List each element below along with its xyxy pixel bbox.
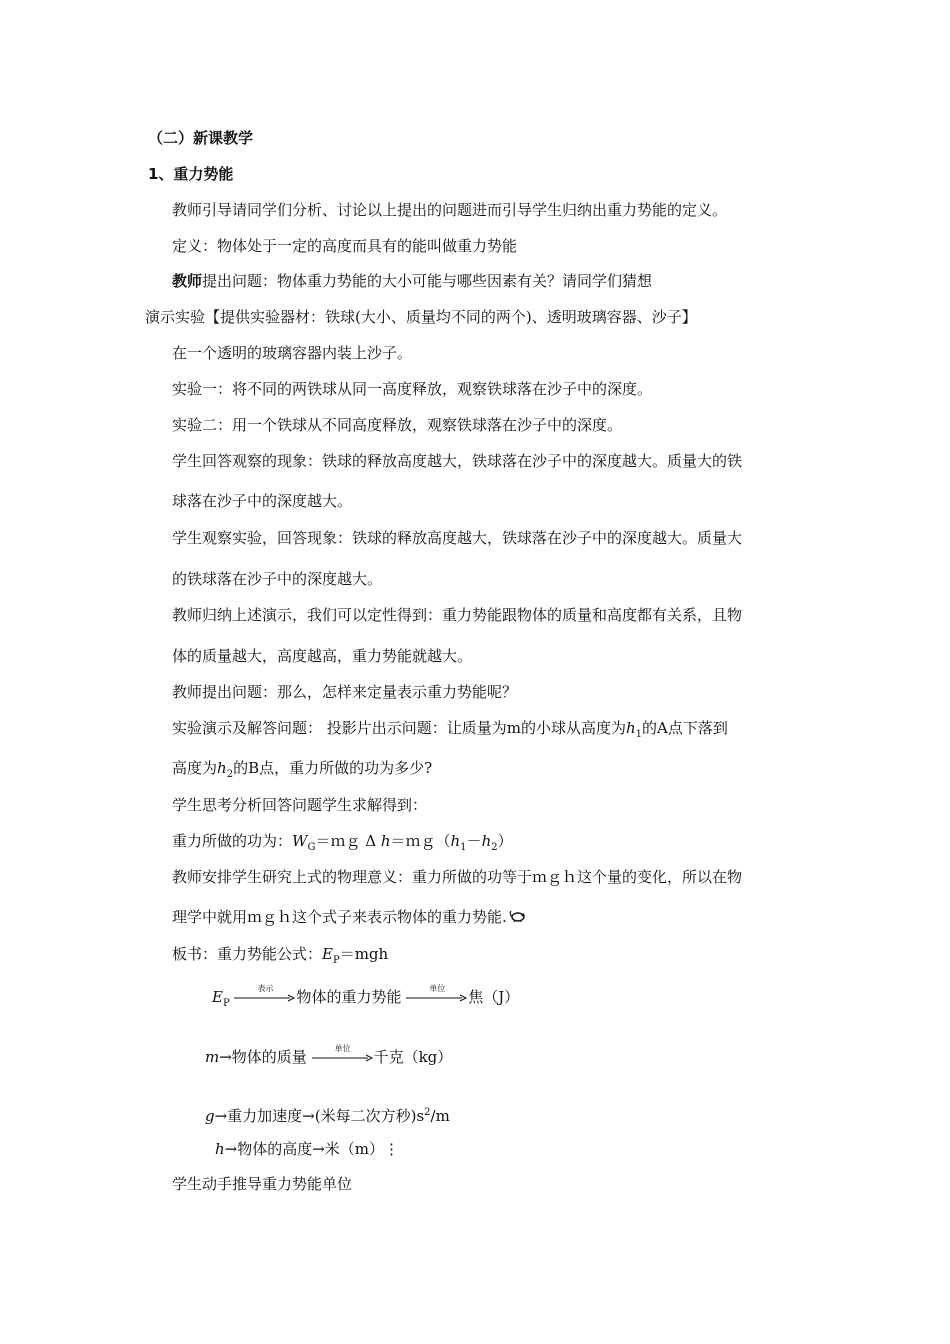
- paragraph-question: [172, 271, 652, 291]
- g-meaning: →重力加速度→(米每二次方秒)s: [214, 1107, 425, 1125]
- meaning-text: 理学中就用ｍｇｈ这个式子来表示物体的重力势能.: [172, 908, 507, 926]
- paragraph-solve: 学生思考分析回答问题学生求解得到：: [172, 796, 428, 814]
- sub-2: 2: [226, 769, 234, 780]
- sub-1: 1: [460, 842, 467, 853]
- var-h: h: [217, 759, 227, 777]
- paragraph-problem-b: [172, 758, 432, 785]
- g-unit-end: /m: [430, 1107, 450, 1125]
- var-h: h: [380, 832, 391, 850]
- var-E: E: [322, 945, 333, 963]
- paragraph-demo: 演示实验【提供实验器材：铁球(大小、质量均不同的两个)、透明玻璃容器、沙子】: [145, 308, 697, 326]
- sub-2: 2: [491, 842, 498, 853]
- h-meaning: →物体的高度→米（m）⋮: [224, 1140, 400, 1158]
- arrow-label-unit: 单位: [334, 1044, 351, 1053]
- sub-title: 1、重力势能: [148, 165, 234, 183]
- ep-meaning: 物体的重力势能: [296, 988, 402, 1006]
- paragraph-guide: 教师引导请同学们分析、讨论以上提出的问题进而引导学生归纳出重力势能的定义。: [172, 201, 728, 219]
- paragraph-exp2: 实验二：用一个铁球从不同高度释放，观察铁球落在沙子中的深度。: [172, 416, 623, 434]
- problem-text-2: 的A点下落到: [642, 719, 728, 737]
- sup-2: 2: [424, 1107, 431, 1118]
- m-meaning: →物体的质量: [219, 1048, 307, 1066]
- paragraph-answer-2a: 学生观察实验，回答现象：铁球的释放高度越大，铁球落在沙子中的深度越大。质量大: [172, 529, 743, 547]
- work-formula: [172, 831, 513, 858]
- problem-text-3: 高度为: [172, 759, 218, 777]
- var-g: g: [205, 1107, 215, 1125]
- formula-part: ＝ｍｇ（: [390, 832, 451, 850]
- sub-G: G: [307, 842, 316, 853]
- ep-unit: 焦（J）: [468, 988, 520, 1006]
- board-formula-rhs: ＝mgh: [339, 945, 389, 963]
- formula-part: ）: [497, 832, 513, 850]
- mouse-icon: [507, 908, 527, 928]
- formula-row-m: [205, 1044, 453, 1067]
- problem-text-1: 实验演示及解答问题： 投影片出示问题：让质量为m的小球从高度为: [172, 719, 626, 737]
- m-unit: 千克（kg）: [373, 1048, 453, 1066]
- formula-label: 重力所做的功为：: [172, 832, 293, 850]
- arrow-label-represent: 表示: [257, 984, 274, 993]
- arrow-represent: [234, 984, 296, 1004]
- var-W: W: [292, 832, 308, 850]
- var-h: h: [215, 1140, 225, 1158]
- section-title: （二）新课教学: [148, 129, 254, 147]
- sub-1: 1: [635, 729, 643, 740]
- paragraph-meaning-b: [172, 907, 527, 928]
- formula-part: －: [466, 832, 482, 850]
- formula-part: ＝ｍｇ Δ: [315, 832, 381, 850]
- question-text: 提出问题：物体重力势能的大小可能与哪些因素有关？请同学们猜想: [202, 272, 653, 290]
- var-m: m: [205, 1048, 220, 1066]
- var-h: h: [450, 832, 461, 850]
- paragraph-exp1: 实验一：将不同的两铁球从同一高度释放，观察铁球落在沙子中的深度。: [172, 380, 653, 398]
- paragraph-quant-question: 教师提出问题：那么，怎样来定量表示重力势能呢？: [172, 683, 518, 701]
- paragraph-definition: 定义：物体处于一定的高度而具有的能叫做重力势能: [172, 237, 518, 255]
- arrow-unit: [406, 984, 468, 1004]
- sub-P: P: [332, 955, 340, 966]
- paragraph-answer-2b: 的铁球落在沙子中的深度越大。: [172, 570, 383, 588]
- problem-text-4: 的B点，重力所做的功为多少?: [233, 759, 433, 777]
- paragraph-meaning-a: 教师安排学生研究上式的物理意义：重力所做的功等于ｍｇｈ这个量的变化，所以在物: [172, 868, 743, 886]
- teacher-label: 教师: [172, 272, 203, 290]
- formula-row-ep: [212, 984, 520, 1014]
- var-h: h: [626, 719, 636, 737]
- board-formula: [172, 944, 388, 971]
- paragraph-answer-1b: 球落在沙子中的深度越大。: [172, 492, 353, 510]
- arrow-unit: [312, 1044, 374, 1064]
- paragraph-derive: 学生动手推导重力势能单位: [172, 1175, 353, 1193]
- arrow-label-unit: 单位: [429, 984, 446, 993]
- paragraph-answer-1a: 学生回答观察的现象：铁球的释放高度越大，铁球落在沙子中的深度越大。质量大的铁: [172, 452, 743, 470]
- paragraph-summary-a: 教师归纳上述演示，我们可以定性得到：重力势能跟物体的质量和高度都有关系，且物: [172, 606, 743, 624]
- var-E: E: [212, 988, 223, 1006]
- paragraph-problem-a: [172, 718, 728, 745]
- var-h: h: [481, 832, 492, 850]
- formula-row-h: [215, 1139, 399, 1159]
- paragraph-setup: 在一个透明的玻璃容器内装上沙子。: [172, 344, 413, 362]
- paragraph-summary-b: 体的质量越大，高度越高，重力势能就越大。: [172, 647, 473, 665]
- board-label: 板书：重力势能公式：: [172, 945, 323, 963]
- formula-row-g: [205, 1103, 450, 1126]
- sub-P: P: [222, 998, 230, 1009]
